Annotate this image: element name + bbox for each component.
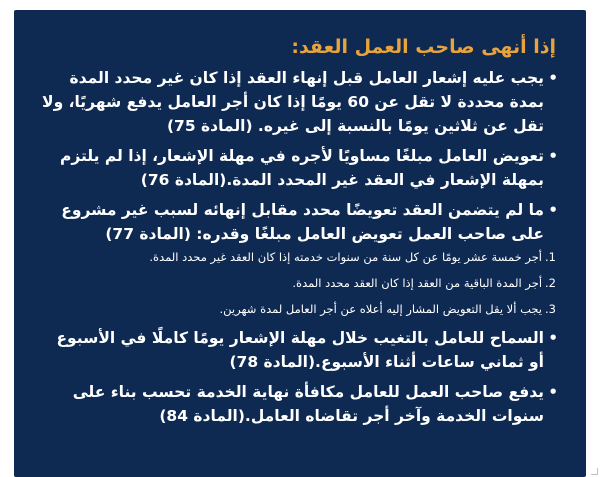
bullet-text: يجب عليه إشعار العامل قبل إنهاء العقد إذا كان غير محدد المدة بمدة محددة لا تقل عن 60 يومًا إذا كان أجر العامل يدفع شهريًا، ولا تقل عن ثلاثين يومًا بالنسبة إلى غيره. (المادة 75) — [42, 69, 544, 135]
sub-item-text: أجر خمسة عشر يومًا عن كل سنة من سنوات خدمته إذا كان العقد غير محدد المدة. — [149, 250, 543, 264]
bullet-dot: • — [548, 201, 558, 219]
sub-item-number: 2. — [545, 276, 556, 290]
sub-item-text: يجب ألا يقل التعويض المشار إليه أعلاه عن أجر العامل لمدة شهرين. — [219, 302, 543, 316]
bullet-item — [42, 380, 558, 428]
bullet-item — [42, 326, 558, 374]
bullet-dot: • — [548, 329, 558, 347]
sub-item — [42, 274, 558, 292]
bullet-text: يدفع صاحب العمل للعامل مكافأة نهاية الخدمة تحسب بناء على سنوات الخدمة وآخر أجر تقاضاه العامل.(المادة 84) — [72, 383, 544, 425]
content-panel — [14, 10, 586, 477]
content-body — [42, 32, 558, 434]
bullet-dot: • — [548, 69, 558, 87]
bullet-text: السماح للعامل بالتغيب خلال مهلة الإشعار يومًا كاملًا في الأسبوع أو ثماني ساعات أثناء الأسبوع.(المادة 78) — [56, 329, 544, 371]
bullet-dot: • — [548, 383, 558, 401]
bullet-text: تعويض العامل مبلغًا مساويًا لأجره في مهلة الإشعار، إذا لم يلتزم بمهلة الإشعار في العقد غير المحدد المدة.(المادة 76) — [59, 147, 544, 189]
section-title: إذا أنهى صاحب العمل العقد: — [291, 36, 556, 58]
sub-item-number: 3. — [545, 302, 556, 316]
sub-item-number: 1. — [545, 250, 556, 264]
bullet-text: ما لم يتضمن العقد تعويضًا محدد مقابل إنهائه لسبب غير مشروع على صاحب العمل تعويض العامل مبلغًا وقدره: (المادة 77) — [61, 201, 544, 243]
bullet-item — [42, 198, 558, 246]
page-corner-mark — [591, 468, 598, 475]
sub-item-text: أجر المدة الباقية من العقد إذا كان العقد محدد المدة. — [292, 276, 543, 290]
bullet-item — [42, 144, 558, 192]
sub-item — [42, 300, 558, 318]
sub-item — [42, 248, 558, 266]
bullet-dot: • — [548, 147, 558, 165]
bullet-item — [42, 66, 558, 138]
